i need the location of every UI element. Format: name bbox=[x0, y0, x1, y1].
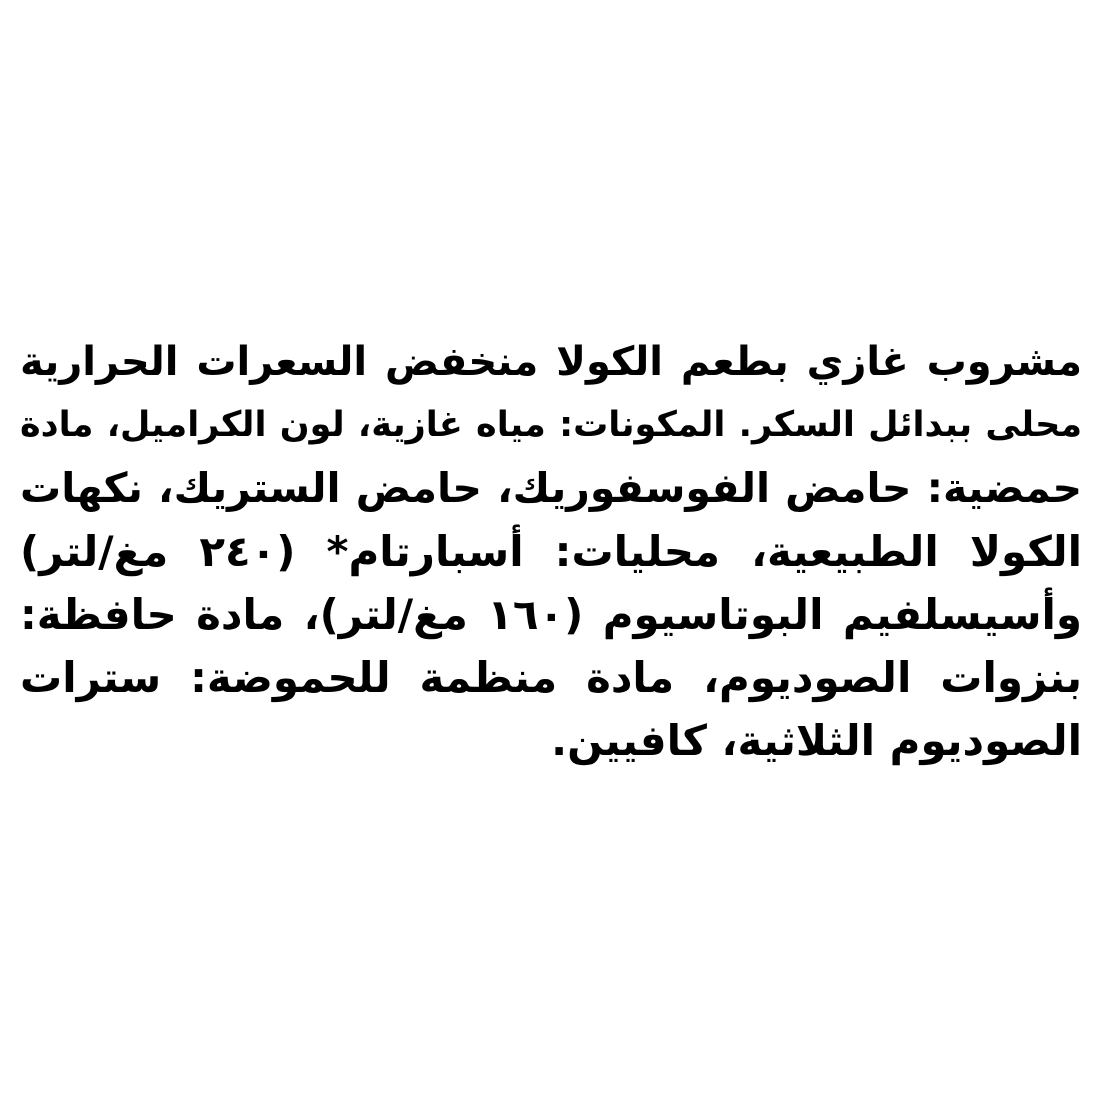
ingredients-line-5: وأسيسلفيم البوتاسيوم (١٦٠ مغ/لتر)، مادة حافظة: bbox=[20, 590, 1082, 639]
ingredients-line-6: بنزوات الصوديوم، مادة منظمة للحموضة: سترات bbox=[20, 653, 1082, 702]
ingredients-line-2: محلى ببدائل السكر. المكونات: مياه غازية، لون الكراميل، مادة bbox=[20, 405, 1082, 445]
ingredients-line-7: الصوديوم الثلاثية، كافيين. bbox=[551, 716, 1082, 765]
ingredients-line-1: مشروب غازي بطعم الكولا منخفض السعرات الحرارية bbox=[20, 339, 1082, 385]
ingredients-line-4: الكولا الطبيعية، محليات: أسبارتام* (٢٤٠ مغ/لتر) bbox=[20, 527, 1082, 576]
ingredients-text-block bbox=[20, 331, 1082, 772]
ingredients-line-3: حمضية: حامض الفوسفوريك، حامض الستريك، نكهات bbox=[20, 464, 1082, 512]
